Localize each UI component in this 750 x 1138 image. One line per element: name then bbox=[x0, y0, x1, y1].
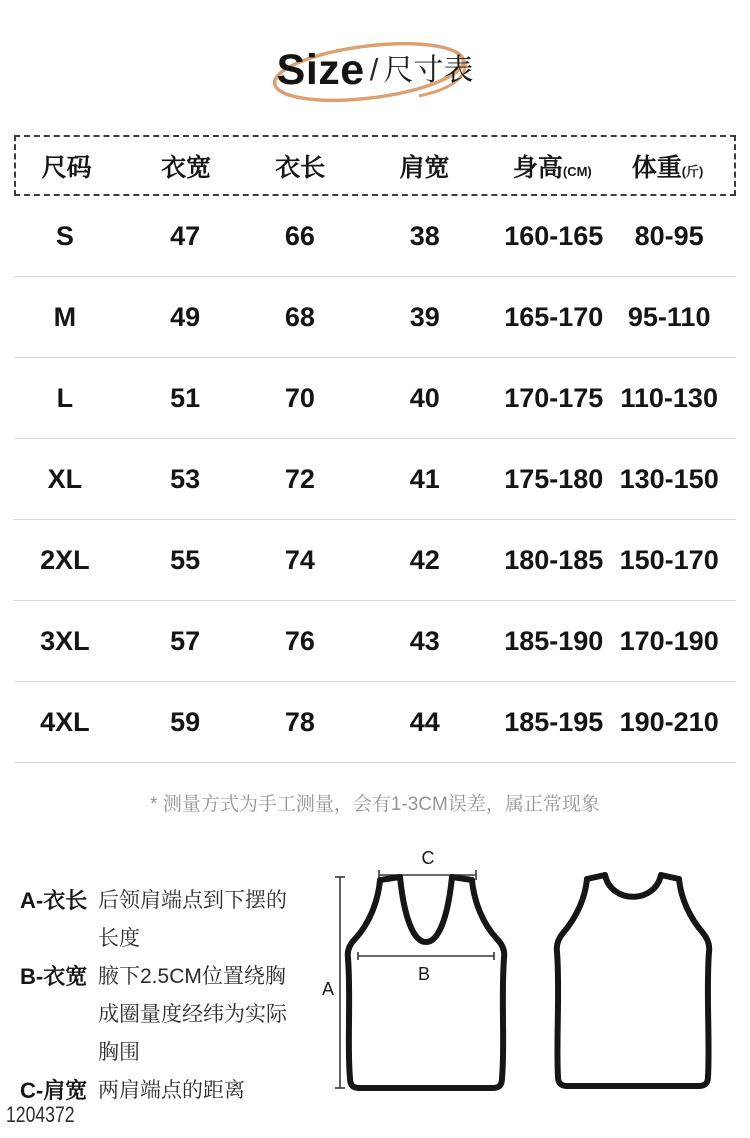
table-cell: 190-210 bbox=[619, 706, 719, 737]
legend-item bbox=[20, 882, 320, 958]
legend-descriptions bbox=[98, 958, 320, 1072]
dim-label-b: B bbox=[417, 964, 431, 984]
table-cell: 165-170 bbox=[504, 301, 604, 332]
legend-desc-line: 腋下2.5CM位置绕胸 bbox=[98, 965, 286, 988]
vest-front-right-strap-top bbox=[452, 877, 472, 880]
header-unit: (CM) bbox=[562, 163, 592, 179]
table-cell: XL bbox=[47, 463, 83, 494]
table-cell: 150-170 bbox=[619, 544, 719, 575]
legend-desc-line: 两肩端点的距离 bbox=[98, 1079, 245, 1102]
legend-desc-line: 后领肩端点到下摆的 bbox=[98, 889, 287, 912]
legend-item bbox=[20, 958, 320, 1072]
header-label: 衣长 bbox=[275, 153, 326, 182]
table-cell: 57 bbox=[170, 625, 201, 656]
table-cell: 180-185 bbox=[504, 544, 604, 575]
table-cell: 2XL bbox=[40, 544, 90, 575]
table-cell: 66 bbox=[284, 220, 315, 251]
table-row bbox=[14, 358, 736, 439]
table-header-cell bbox=[601, 148, 734, 184]
table-cell: L bbox=[56, 382, 74, 413]
table-body bbox=[14, 196, 736, 763]
table-row bbox=[14, 439, 736, 520]
size-table bbox=[14, 135, 736, 763]
legend bbox=[20, 882, 320, 1110]
table-row bbox=[14, 277, 736, 358]
vest-front-neckline bbox=[400, 877, 452, 942]
table-cell: 76 bbox=[284, 625, 315, 656]
header-label: 衣宽 bbox=[161, 153, 212, 182]
title-text-en: Size bbox=[276, 46, 365, 94]
table-cell: M bbox=[53, 301, 77, 332]
table-header-row bbox=[14, 135, 736, 196]
table-cell: 44 bbox=[409, 706, 440, 737]
table-cell: 170-175 bbox=[504, 382, 604, 413]
legend-descriptions bbox=[98, 882, 320, 958]
legend-desc-line: 成圈量度经纬为实际 bbox=[98, 1003, 287, 1026]
vest-front-left-strap-top bbox=[380, 877, 400, 880]
table-cell: 72 bbox=[284, 463, 315, 494]
table-row bbox=[14, 520, 736, 601]
table-cell: 74 bbox=[284, 544, 315, 575]
table-cell: 185-195 bbox=[504, 706, 604, 737]
table-cell: 53 bbox=[170, 463, 201, 494]
header-label: 体重 bbox=[631, 153, 682, 182]
table-cell: 47 bbox=[170, 220, 201, 251]
table-cell: 3XL bbox=[40, 625, 90, 656]
table-cell: 39 bbox=[409, 301, 440, 332]
table-cell: 59 bbox=[170, 706, 201, 737]
table-cell: 42 bbox=[409, 544, 440, 575]
table-header-cell bbox=[255, 148, 345, 184]
legend-descriptions bbox=[98, 1072, 320, 1110]
dim-label-a: A bbox=[322, 979, 335, 999]
vest-back-diagram bbox=[548, 862, 723, 1097]
table-cell: 51 bbox=[170, 382, 201, 413]
measurement-note: * 测量方式为手工测量，会有1-3CM误差，属正常现象 bbox=[150, 794, 600, 815]
legend-term: C-肩宽 bbox=[20, 1078, 88, 1103]
table-cell: 41 bbox=[409, 463, 440, 494]
table-cell: 78 bbox=[284, 706, 315, 737]
table-cell: 175-180 bbox=[504, 463, 604, 494]
table-row bbox=[14, 682, 736, 763]
table-cell: S bbox=[55, 220, 74, 251]
table-cell: 43 bbox=[409, 625, 440, 656]
legend-term: B-衣宽 bbox=[20, 964, 88, 989]
table-cell: 95-110 bbox=[627, 301, 711, 332]
header-unit: (斤) bbox=[681, 163, 704, 179]
vest-back-neckline bbox=[605, 875, 661, 897]
vest-front-outline bbox=[348, 880, 504, 1088]
table-cell: 160-165 bbox=[504, 220, 604, 251]
legend-term: A-衣长 bbox=[20, 888, 88, 913]
table-row bbox=[14, 601, 736, 682]
table-cell: 38 bbox=[409, 220, 440, 251]
table-cell: 40 bbox=[409, 382, 440, 413]
title-separator: / bbox=[369, 52, 379, 87]
table-header-cell bbox=[346, 148, 504, 184]
header-label: 身高 bbox=[512, 153, 563, 182]
sku-number: 1204372 bbox=[6, 1102, 75, 1127]
table-header-cell bbox=[16, 148, 117, 184]
table-header-cell bbox=[117, 148, 255, 184]
table-header-cell bbox=[503, 148, 601, 184]
vest-back-outline bbox=[557, 879, 710, 1086]
header-label: 肩宽 bbox=[399, 153, 450, 182]
page-title bbox=[0, 46, 750, 95]
dim-label-c: C bbox=[421, 848, 435, 868]
table-cell: 49 bbox=[170, 301, 201, 332]
table-cell: 70 bbox=[284, 382, 315, 413]
title-text-zh: 尺寸表 bbox=[383, 54, 474, 87]
table-cell: 55 bbox=[170, 544, 201, 575]
legend-desc-line: 胸围 bbox=[98, 1041, 140, 1064]
table-cell: 4XL bbox=[40, 706, 90, 737]
table-cell: 185-190 bbox=[504, 625, 604, 656]
header-label: 尺码 bbox=[41, 153, 92, 182]
table-row bbox=[14, 196, 736, 277]
legend-desc-line: 长度 bbox=[98, 927, 140, 950]
table-cell: 130-150 bbox=[619, 463, 719, 494]
table-cell: 80-95 bbox=[634, 220, 704, 251]
table-cell: 68 bbox=[284, 301, 315, 332]
table-cell: 110-130 bbox=[620, 382, 718, 413]
table-cell: 170-190 bbox=[619, 625, 719, 656]
vest-front-diagram bbox=[322, 848, 522, 1103]
